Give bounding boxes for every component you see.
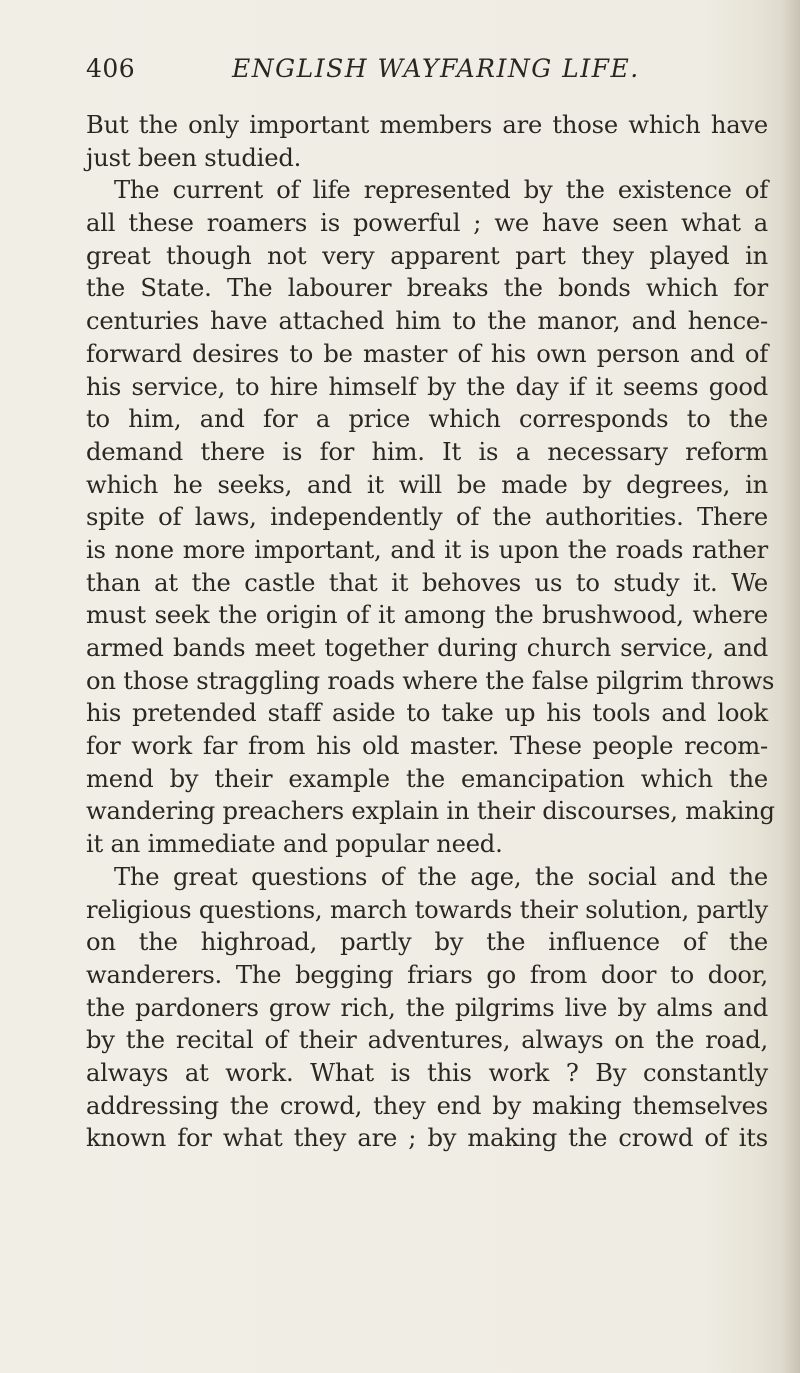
text-line: always at work. What is this work ? By constantly	[86, 1058, 768, 1087]
text-line: the pardoners grow rich, the pilgrims live by alms and	[86, 993, 768, 1022]
text-line: it an immediate and popular need.	[86, 830, 503, 859]
text-line: But the only important members are those which have	[86, 111, 768, 139]
text-line: to him, and for a price which corresponds to the	[86, 405, 768, 434]
text-line: spite of laws, independently of the authorities. There	[86, 503, 768, 532]
text-line: must seek the origin of it among the brushwood, where	[86, 601, 768, 630]
text-line: on those straggling roads where the false pilgrim throws	[86, 666, 775, 695]
text-line: demand there is for him. It is a necessary reform	[86, 437, 768, 466]
text-line: known for what they are ; by making the crowd of its	[86, 1124, 768, 1153]
text-line: by the recital of their adventures, always on the road,	[86, 1026, 768, 1055]
text-line: mend by their example the emancipation which the	[86, 764, 768, 793]
text-line: armed bands meet together during church service, and	[86, 634, 768, 662]
text-line: great though not very apparent part they played in	[86, 241, 768, 270]
text-line: wanderers. The begging friars go from door to door,	[86, 960, 768, 989]
text-line: forward desires to be master of his own person and of	[86, 339, 768, 368]
page-edge-shadow	[782, 0, 800, 1373]
running-head: ENGLISH WAYFARING LIFE.	[232, 54, 640, 83]
text-line: is none more important, and it is upon the roads rather	[86, 535, 768, 564]
text-line: his service, to hire himself by the day if it seems good	[86, 372, 768, 401]
text-line: on the highroad, partly by the influence of the	[86, 928, 768, 957]
text-line: religious questions, march towards their solution, partly	[86, 895, 768, 924]
page-header	[86, 50, 706, 90]
body-text	[86, 109, 775, 1155]
text-line: his pretended staff aside to take up his tools and look	[86, 699, 768, 728]
text-line: which he seeks, and it will be made by degrees, in	[86, 470, 768, 499]
page-number: 406	[86, 54, 136, 83]
text-line: just been studied.	[86, 143, 302, 172]
text-line: than at the castle that it behoves us to study it. We	[86, 568, 768, 597]
text-line: addressing the crowd, they end by making themselves	[86, 1091, 768, 1120]
text-line: centuries have attached him to the manor, and hence-	[86, 307, 768, 336]
text-line: all these roamers is powerful ; we have seen what a	[86, 209, 768, 238]
text-line: The great questions of the age, the social and the	[114, 862, 768, 891]
text-line: The current of life represented by the existence of	[114, 176, 768, 205]
text-line: for work far from his old master. These people recom-	[86, 732, 768, 761]
text-line: wandering preachers explain in their discourses, making	[86, 797, 775, 826]
text-line: the State. The labourer breaks the bonds which for	[86, 274, 768, 303]
